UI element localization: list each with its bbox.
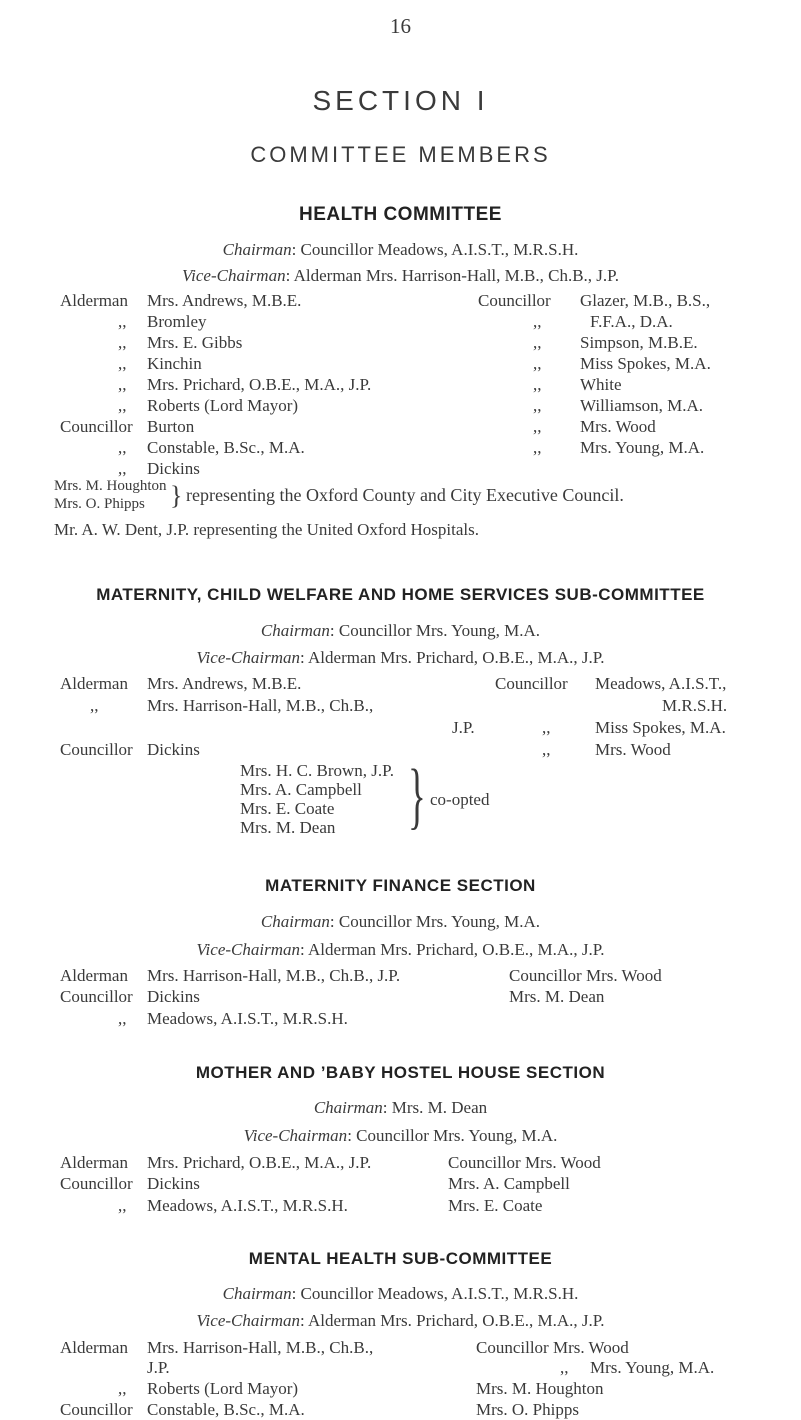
ditto-mark: ,, <box>118 312 127 331</box>
vice-chairman-text: : Councillor Mrs. Young, M.A. <box>347 1126 558 1145</box>
member-name: Dickins <box>147 1174 200 1193</box>
member-name-cont: J.P. <box>147 1358 170 1377</box>
member-title: Alderman <box>60 674 128 693</box>
page-number: 16 <box>390 14 411 38</box>
vice-chairman-text: : Alderman Mrs. Prichard, O.B.E., M.A., J.P. <box>299 1311 605 1330</box>
ditto-mark: ,, <box>542 718 551 737</box>
member-name: Roberts (Lord Mayor) <box>147 396 299 415</box>
ditto-mark: ,, <box>118 1379 127 1398</box>
maternity-vice-chairman <box>0 648 801 668</box>
finance-chairman <box>0 912 801 932</box>
chairman-label: Chairman <box>260 912 330 931</box>
member-name: Meadows, A.I.S.T., M.R.S.H. <box>147 1196 348 1215</box>
member-title: Alderman <box>60 1153 128 1172</box>
hostel-chairman <box>0 1098 801 1118</box>
member-name: Meadows, A.I.S.T., <box>595 674 727 693</box>
representative-line: Mr. A. W. Dent, J.P. representing the United Oxford Hospitals. <box>54 520 479 539</box>
member-name: Miss Spokes, M.A. <box>580 354 711 373</box>
vice-chairman-label: Vice-Chairman <box>196 940 300 959</box>
member-name: Kinchin <box>147 354 202 373</box>
member-name: Roberts (Lord Mayor) <box>147 1379 299 1398</box>
member-name: Mrs. Harrison-Hall, M.B., Ch.B., <box>147 696 374 715</box>
member-name: Mrs. Harrison-Hall, M.B., Ch.B., <box>147 1338 374 1357</box>
member-qualifications: F.F.A., D.A. <box>590 312 673 331</box>
member-name: Mrs. Prichard, O.B.E., M.A., J.P. <box>147 1153 372 1172</box>
member-name: Councillor Mrs. Wood <box>448 1153 601 1172</box>
member-name: Glazer, M.B., B.S., <box>580 291 711 310</box>
ditto-mark: ,, <box>118 438 127 457</box>
ditto-mark: ,, <box>542 740 551 759</box>
vice-chairman-label: Vice-Chairman <box>196 1311 300 1330</box>
ditto-mark: ,, <box>533 354 542 373</box>
member-name: Mrs. E. Coate <box>448 1196 543 1215</box>
health-chairman <box>0 240 801 260</box>
member-name: Mrs. M. Houghton <box>476 1379 604 1398</box>
member-name: Williamson, M.A. <box>580 396 704 415</box>
hostel-section-heading: MOTHER AND ’BABY HOSTEL HOUSE SECTION <box>195 1063 606 1082</box>
ditto-mark: ,, <box>533 396 542 415</box>
member-name: Dickins <box>147 459 200 478</box>
finance-vice-chairman <box>0 940 801 960</box>
vice-chairman-label: Vice-Chairman <box>243 1126 348 1145</box>
chairman-label: Chairman <box>222 1284 292 1303</box>
ditto-mark: ,, <box>533 312 542 331</box>
representative-name: Mrs. M. Houghton <box>54 478 167 494</box>
member-name: Constable, B.Sc., M.A. <box>147 438 305 457</box>
ditto-mark: ,, <box>533 333 542 352</box>
member-name: Mrs. M. Dean <box>509 987 605 1006</box>
member-name: Dickins <box>147 987 200 1006</box>
vice-chairman-text: : Alderman Mrs. Prichard, O.B.E., M.A., J.P. <box>299 648 605 667</box>
maternity-finance-heading: MATERNITY FINANCE SECTION <box>265 876 536 895</box>
member-name: Mrs. Prichard, O.B.E., M.A., J.P. <box>147 375 372 394</box>
chairman-text: : Councillor Meadows, A.I.S.T., M.R.S.H. <box>291 1284 579 1303</box>
ditto-mark: ,, <box>118 354 127 373</box>
ditto-mark: ,, <box>118 333 127 352</box>
vice-chairman-label: Vice-Chairman <box>182 266 286 285</box>
ditto-mark: ,, <box>118 1009 127 1028</box>
ditto-mark: ,, <box>118 375 127 394</box>
coopted-member: Mrs. E. Coate <box>240 799 335 818</box>
chairman-text: : Councillor Meadows, A.I.S.T., M.R.S.H. <box>291 240 579 259</box>
vice-chairman-label: Vice-Chairman <box>196 648 300 667</box>
member-title: Councillor <box>60 1400 133 1419</box>
member-title: Councillor <box>478 291 551 310</box>
member-title: Councillor <box>495 674 568 693</box>
member-title: Councillor <box>60 987 133 1006</box>
member-name-cont: J.P. <box>452 718 475 737</box>
member-name: Constable, B.Sc., M.A. <box>147 1400 305 1419</box>
chairman-label: Chairman <box>313 1098 383 1117</box>
member-name-cont: M.R.S.H. <box>662 696 728 715</box>
member-title: Councillor <box>60 740 133 759</box>
section-subtitle: COMMITTEE MEMBERS <box>250 142 551 167</box>
health-committee-heading: HEALTH COMMITTEE <box>299 204 502 225</box>
ditto-mark: ,, <box>533 438 542 457</box>
member-name: Mrs. O. Phipps <box>476 1400 579 1419</box>
brace-symbol: } <box>170 481 183 510</box>
mental-chairman <box>0 1284 801 1304</box>
member-name: Mrs. E. Gibbs <box>147 333 243 352</box>
member-title: Alderman <box>60 1338 128 1357</box>
member-name: Mrs. Young, M.A. <box>590 1358 715 1377</box>
section-title: SECTION I <box>312 85 489 116</box>
coopted-member: Mrs. H. C. Brown, J.P. <box>240 761 394 780</box>
chairman-text: : Mrs. M. Dean <box>382 1098 488 1117</box>
member-name: Meadows, A.I.S.T., M.R.S.H. <box>147 1009 348 1028</box>
chairman-label: Chairman <box>222 240 292 259</box>
hostel-vice-chairman <box>0 1126 801 1146</box>
member-name: Councillor Mrs. Wood <box>509 966 662 985</box>
ditto-mark: ,, <box>560 1358 569 1377</box>
representation-text: representing the Oxford County and City Executive Council. <box>186 485 624 505</box>
member-name: Mrs. Andrews, M.B.E. <box>147 291 302 310</box>
mental-vice-chairman <box>0 1311 801 1331</box>
member-name: Mrs. Young, M.A. <box>580 438 705 457</box>
member-title: Councillor <box>60 1174 133 1193</box>
health-vice-chairman <box>0 266 801 286</box>
representative-name: Mrs. O. Phipps <box>54 496 145 512</box>
member-name: Mrs. Harrison-Hall, M.B., Ch.B., J.P. <box>147 966 401 985</box>
maternity-subcommittee-heading: MATERNITY, CHILD WELFARE AND HOME SERVICES SUB-COMMITTEE <box>96 585 705 604</box>
member-title: Councillor <box>60 417 133 436</box>
chairman-label: Chairman <box>260 621 330 640</box>
brace-symbol: } <box>408 755 426 837</box>
mental-health-heading: MENTAL HEALTH SUB-COMMITTEE <box>248 1249 553 1268</box>
coopted-member: Mrs. A. Campbell <box>240 780 362 799</box>
ditto-mark: ,, <box>533 375 542 394</box>
ditto-mark: ,, <box>90 696 99 715</box>
member-name: Mrs. Andrews, M.B.E. <box>147 674 302 693</box>
member-name: Mrs. A. Campbell <box>448 1174 570 1193</box>
member-name: Bromley <box>147 312 207 331</box>
member-name: Simpson, M.B.E. <box>580 333 698 352</box>
chairman-text: : Councillor Mrs. Young, M.A. <box>329 621 541 640</box>
member-name: White <box>580 375 622 394</box>
ditto-mark: ,, <box>118 459 127 478</box>
coopted-member: Mrs. M. Dean <box>240 818 336 837</box>
member-name: Mrs. Wood <box>580 417 656 436</box>
ditto-mark: ,, <box>118 396 127 415</box>
coopted-label: co-opted <box>430 790 490 809</box>
member-title: Alderman <box>60 291 128 310</box>
member-name: Miss Spokes, M.A. <box>595 718 726 737</box>
member-name: Mrs. Wood <box>595 740 671 759</box>
member-name: Dickins <box>147 740 200 759</box>
member-name: Councillor Mrs. Wood <box>476 1338 629 1357</box>
ditto-mark: ,, <box>533 417 542 436</box>
member-name: Burton <box>147 417 195 436</box>
vice-chairman-text: : Alderman Mrs. Prichard, O.B.E., M.A., J.P. <box>299 940 605 959</box>
vice-chairman-text: : Alderman Mrs. Harrison-Hall, M.B., Ch.B., J.P. <box>285 266 619 285</box>
member-title: Alderman <box>60 966 128 985</box>
chairman-text: : Councillor Mrs. Young, M.A. <box>329 912 541 931</box>
maternity-chairman <box>0 621 801 641</box>
ditto-mark: ,, <box>118 1196 127 1215</box>
